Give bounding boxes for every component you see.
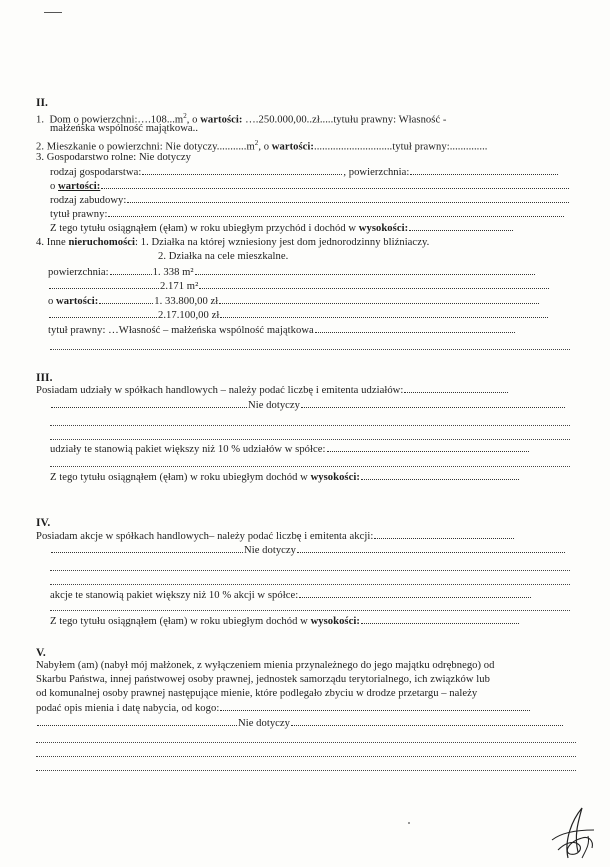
item-4-area-1: 1. 338 m² xyxy=(152,267,194,278)
section-4-nd: Nie dotyczy xyxy=(244,545,297,556)
item-4-area-line-2 xyxy=(48,280,550,293)
item-3-income-text: Z tego tytułu osiągnąłem (ęłam) w roku ubiegłym przychód i dochód w xyxy=(50,223,359,234)
item-4-title-label: tytuł prawny: …Własność – małżeńska wspólność majątkowa xyxy=(48,325,314,336)
item-2-text-b: , o xyxy=(258,141,272,153)
item-4-line-1 xyxy=(36,237,429,249)
section-3-pakiet: udziały te stanowią pakiet większy niż 10 % udziałów w spółce: xyxy=(50,444,326,455)
item-3-number: 3. xyxy=(36,152,45,163)
section-4-blank-2 xyxy=(50,584,570,585)
section-3-income-line xyxy=(50,471,520,484)
section-3-text: Posiadam udziały w spółkach handlowych – należy podać liczbę i emitenta udziałów: xyxy=(36,385,404,396)
item-4-value-line-1 xyxy=(48,295,540,308)
item-4-text-c: : 1. Działka na której wzniesiony jest dom jednorodzinny bliźniaczy. xyxy=(135,237,430,248)
item-2-value-label: wartości: xyxy=(271,141,314,153)
section-4-income-label: wysokości: xyxy=(310,616,360,627)
item-4-value-label: wartości: xyxy=(56,296,99,307)
section-2-heading: II. xyxy=(36,97,48,109)
signature-image xyxy=(538,800,598,862)
section-4-line-1 xyxy=(36,530,515,543)
section-3-heading: III. xyxy=(36,372,53,384)
item-1-text-b: , o xyxy=(186,114,201,126)
section-5-nd: Nie dotyczy xyxy=(238,718,291,729)
item-1-value-label: wartości: xyxy=(200,114,243,126)
item-3-value-label: wartości: xyxy=(58,181,101,192)
item-3-title-text: Gospodarstwo rolne: Nie dotyczy xyxy=(46,152,191,163)
item-2-number: 2. xyxy=(36,141,45,153)
section-5-line-3: od komunalnej osoby prawnej następujące mienie, które podlegało zbyciu w drodze przetargu – należy xyxy=(36,688,478,699)
section-4-income-line xyxy=(50,615,520,628)
item-3-type-line xyxy=(50,166,559,179)
section-4-text: Posiadam akcje w spółkach handlowych– należy podać liczbę i emitenta akcji: xyxy=(36,531,374,542)
item-1-text-a: Dom o powierzchni:….108...m xyxy=(49,114,184,126)
section-5-blank-1 xyxy=(36,742,576,743)
item-4-area-label: powierzchnia: xyxy=(48,267,109,278)
item-3-title-line xyxy=(50,208,565,221)
item-2-text-a: Mieszkanie o powierzchni: Nie dotyczy...........m xyxy=(46,141,255,153)
section-4-nd-line xyxy=(50,544,566,557)
section-5-line-2: Skarbu Państwa, innej państwowej osoby prawnej, jednostek samorządu terytorialnego, ich związków lub xyxy=(36,674,490,685)
item-4-value-line-2 xyxy=(48,309,549,322)
section-5-heading: V. xyxy=(36,647,46,659)
item-3-income-label: wysokości: xyxy=(358,223,409,234)
section-4-pakiet: akcje te stanowią pakiet większy niż 10 % akcji w spółce: xyxy=(50,590,299,601)
section-3-pakiet-line xyxy=(50,443,530,456)
section-4-income-text: Z tego tytułu osiągnąłem (ęłam) w roku ubiegłym dochód w xyxy=(50,616,311,627)
item-3-building-label: rodzaj zabudowy: xyxy=(50,195,127,206)
item-1-line-2: małżeńska wspólność majątkowa.. xyxy=(50,123,199,134)
item-4-area-line-1 xyxy=(48,266,536,279)
section-3-blank-2 xyxy=(50,439,570,440)
item-4-value-2: 2.17.100,00 zł xyxy=(158,310,220,321)
section-4-heading: IV. xyxy=(36,517,51,529)
section-3-income-text: Z tego tytułu osiągnąłem (ęłam) w roku ubiegłym dochód w xyxy=(50,472,311,483)
item-3-type-label: rodzaj gospodarstwa: xyxy=(50,167,142,178)
item-2-sup: 2 xyxy=(254,139,259,147)
section-3-income-label: wysokości: xyxy=(310,472,360,483)
item-4-value-1: 1. 33.800,00 zł xyxy=(154,296,219,307)
item-4-area-2: 2.171 m² xyxy=(160,281,199,292)
section-5-blank-3 xyxy=(36,770,576,771)
section-4-pakiet-line xyxy=(50,589,532,602)
section-5-line-4 xyxy=(36,702,531,715)
section-5-nd-line xyxy=(36,717,564,730)
scan-speck xyxy=(408,822,410,824)
item-3-title-label: tytuł prawny: xyxy=(50,209,108,220)
section-3-nd: Nie dotyczy xyxy=(248,400,301,411)
item-4-blank-line xyxy=(50,349,570,350)
item-2-text-c: .............................tytuł prawny:.............. xyxy=(314,141,488,153)
item-4-line-2: 2. Działka na cele mieszkalne. xyxy=(158,251,289,262)
item-3-area-label: , powierzchnia: xyxy=(343,167,410,178)
item-4-label: nieruchomości xyxy=(68,237,136,248)
item-3-o: o xyxy=(50,181,59,192)
section-5-text-4: podać opis mienia i datę nabycia, od kogo: xyxy=(36,703,220,714)
section-5-line-1: Nabyłem (am) (nabył mój małżonek, z wyłączeniem mienia przynależnego do jego majątku odrębnego) od xyxy=(36,660,495,671)
item-4-title-line xyxy=(48,324,516,337)
item-3-building-line xyxy=(50,194,570,207)
section-5-blank-2 xyxy=(36,756,576,757)
section-3-line-1 xyxy=(36,384,509,397)
item-4-o: o xyxy=(48,296,57,307)
item-3-income-line xyxy=(50,222,514,235)
item-3-value-line xyxy=(50,180,570,193)
scan-mark xyxy=(44,12,62,13)
item-4-number: 4. xyxy=(36,237,45,248)
item-3-title xyxy=(36,152,191,164)
item-1-sup: 2 xyxy=(183,112,187,120)
section-3-blank-3 xyxy=(50,466,570,467)
section-4-blank-3 xyxy=(50,610,570,611)
section-4-blank-1 xyxy=(50,570,570,571)
section-3-blank-1 xyxy=(50,425,570,426)
section-3-nd-line xyxy=(50,399,566,412)
item-4-text-a: Inne xyxy=(46,237,69,248)
item-1-text-c: ….250.000,00..zł.....tytułu prawny: Własność - xyxy=(242,114,447,126)
item-1-number: 1. xyxy=(36,114,45,126)
